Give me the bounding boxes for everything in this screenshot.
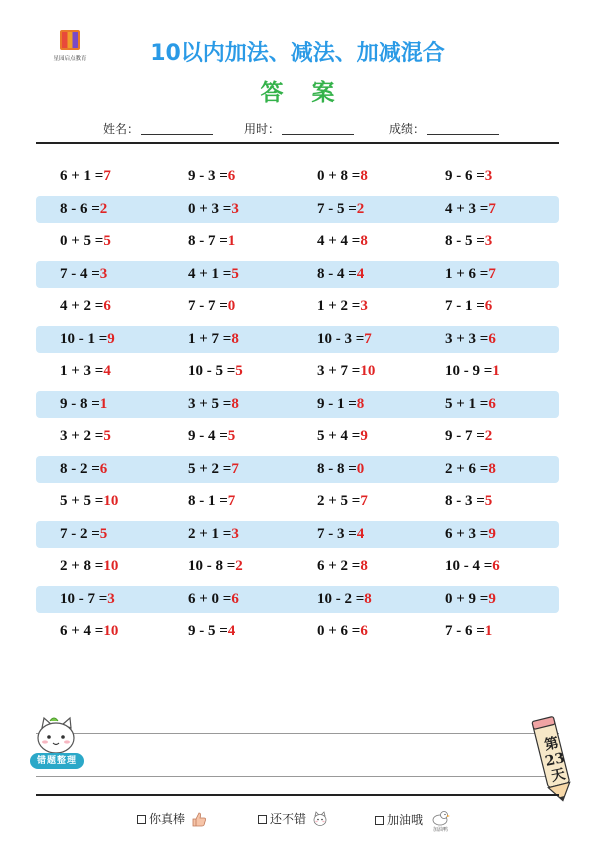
problem-row bbox=[36, 488, 559, 515]
problem-expression: 8 - 5 = bbox=[445, 233, 485, 249]
problem-expression: 7 - 4 = bbox=[60, 265, 100, 282]
problem-expression: 9 - 7 = bbox=[445, 428, 485, 444]
problem-cell bbox=[188, 618, 235, 645]
problem-answer: 0 bbox=[227, 298, 236, 314]
problem-cell bbox=[445, 196, 496, 223]
problem-expression: 7 - 6 = bbox=[445, 623, 485, 639]
problem-cell bbox=[60, 358, 111, 385]
problem-expression: 2 + 1 = bbox=[188, 525, 232, 542]
problem-answer: 6 bbox=[227, 168, 236, 184]
problem-cell bbox=[317, 488, 368, 515]
problem-expression: 9 - 5 = bbox=[188, 623, 228, 639]
problem-answer: 8 bbox=[231, 330, 239, 347]
time-field[interactable] bbox=[244, 120, 354, 137]
problem-expression: 10 - 9 = bbox=[445, 363, 493, 379]
problem-expression: 0 + 8 = bbox=[317, 168, 361, 184]
problem-cell bbox=[60, 228, 111, 255]
problem-expression: 7 - 7 = bbox=[188, 298, 228, 314]
problem-expression: 3 + 5 = bbox=[188, 395, 232, 412]
problem-answer: 3 bbox=[231, 525, 239, 542]
problem-answer: 1 bbox=[484, 623, 493, 639]
problem-expression: 4 + 3 = bbox=[445, 200, 489, 217]
problem-expression: 8 - 2 = bbox=[60, 460, 100, 477]
cat-face-icon bbox=[312, 811, 328, 830]
problem-cell bbox=[445, 553, 500, 580]
mistake-notes-area[interactable] bbox=[36, 733, 559, 777]
problem-answer: 3 bbox=[99, 265, 108, 282]
problem-expression: 6 + 3 = bbox=[445, 525, 489, 542]
problem-answer: 8 bbox=[231, 395, 239, 412]
problem-answer: 6 bbox=[99, 460, 108, 477]
problem-cell bbox=[60, 326, 115, 353]
problem-answer: 6 bbox=[492, 558, 500, 574]
problem-expression: 1 + 6 = bbox=[445, 265, 489, 282]
problem-expression: 2 + 5 = bbox=[317, 493, 361, 509]
logo-text: 星园启点教育 bbox=[53, 56, 87, 62]
problem-cell bbox=[317, 196, 364, 223]
problem-cell bbox=[445, 358, 500, 385]
problem-cell bbox=[445, 261, 496, 288]
problem-row bbox=[36, 293, 559, 320]
problem-cell bbox=[317, 391, 364, 418]
problem-expression: 1 + 2 = bbox=[317, 298, 361, 314]
problem-answer: 2 bbox=[99, 200, 108, 217]
rating-great[interactable] bbox=[137, 810, 207, 830]
problem-expression: 8 - 7 = bbox=[188, 233, 228, 249]
problem-row bbox=[36, 521, 559, 548]
problem-cell bbox=[188, 423, 235, 450]
problem-row bbox=[36, 456, 559, 483]
problem-cell bbox=[60, 488, 118, 515]
problem-cell bbox=[317, 163, 368, 190]
problem-cell bbox=[445, 228, 492, 255]
problem-row bbox=[36, 391, 559, 418]
problem-cell bbox=[317, 358, 375, 385]
problem-answer: 3 bbox=[484, 233, 493, 249]
problem-answer: 8 bbox=[360, 168, 368, 184]
problem-expression: 6 + 0 = bbox=[188, 590, 232, 607]
problem-cell bbox=[60, 586, 115, 613]
problem-row bbox=[36, 326, 559, 353]
problem-expression: 8 - 4 = bbox=[317, 265, 357, 282]
problem-answer: 6 bbox=[360, 623, 368, 639]
keep-going-label: 加油哦 bbox=[387, 813, 424, 827]
problem-cell bbox=[188, 358, 243, 385]
great-checkbox[interactable] bbox=[137, 815, 146, 824]
problem-expression: 0 + 5 = bbox=[60, 233, 104, 249]
problem-cell bbox=[317, 293, 368, 320]
problem-answer: 5 bbox=[103, 428, 111, 444]
problem-answer: 9 bbox=[488, 590, 496, 607]
problem-cell bbox=[445, 423, 492, 450]
problem-cell bbox=[60, 553, 118, 580]
problem-expression: 10 - 5 = bbox=[188, 363, 236, 379]
problem-cell bbox=[445, 293, 492, 320]
problem-cell bbox=[445, 586, 496, 613]
problem-expression: 7 - 2 = bbox=[60, 525, 100, 542]
problem-cell bbox=[445, 391, 496, 418]
problem-answer: 8 bbox=[364, 590, 372, 607]
problem-answer: 6 bbox=[488, 330, 496, 347]
problem-expression: 4 + 1 = bbox=[188, 265, 232, 282]
problem-cell bbox=[60, 423, 111, 450]
problem-cell bbox=[188, 521, 239, 548]
problem-expression: 10 - 8 = bbox=[188, 558, 236, 574]
problem-expression: 8 - 1 = bbox=[188, 493, 228, 509]
problem-expression: 7 - 1 = bbox=[445, 298, 485, 314]
score-blank[interactable] bbox=[427, 122, 499, 135]
problem-answer: 8 bbox=[360, 233, 368, 249]
score-label: 成绩： bbox=[389, 122, 426, 136]
problem-expression: 2 + 6 = bbox=[445, 460, 489, 477]
problem-answer: 6 bbox=[484, 298, 493, 314]
problem-row bbox=[36, 196, 559, 223]
problem-answer: 7 bbox=[103, 168, 111, 184]
problem-expression: 4 + 2 = bbox=[60, 298, 104, 314]
duck-icon bbox=[429, 810, 451, 831]
problem-cell bbox=[317, 586, 372, 613]
name-blank[interactable] bbox=[141, 122, 213, 135]
problem-answer: 4 bbox=[227, 623, 236, 639]
problem-expression: 8 - 6 = bbox=[60, 200, 100, 217]
problem-row bbox=[36, 228, 559, 255]
problem-cell bbox=[188, 261, 239, 288]
problem-cell bbox=[317, 423, 368, 450]
problem-expression: 9 - 3 = bbox=[188, 168, 228, 184]
problem-expression: 5 + 1 = bbox=[445, 395, 489, 412]
problem-cell bbox=[317, 618, 368, 645]
problem-cell bbox=[317, 456, 364, 483]
problem-cell bbox=[188, 586, 239, 613]
problem-expression: 0 + 6 = bbox=[317, 623, 361, 639]
mistake-label: 错题整理 bbox=[30, 753, 84, 769]
problem-cell bbox=[317, 553, 368, 580]
problem-answer: 7 bbox=[364, 330, 372, 347]
page-subtitle: 答案 bbox=[260, 80, 363, 106]
footer-divider bbox=[36, 794, 559, 796]
problem-cell bbox=[188, 391, 239, 418]
problem-expression: 1 + 3 = bbox=[60, 363, 104, 379]
header-divider bbox=[36, 142, 559, 144]
time-blank[interactable] bbox=[282, 122, 354, 135]
problem-answer: 5 bbox=[235, 363, 243, 379]
problem-expression: 7 - 3 = bbox=[317, 525, 357, 542]
problem-cell bbox=[188, 196, 239, 223]
problem-answer: 0 bbox=[356, 460, 365, 477]
problem-answer: 8 bbox=[356, 395, 365, 412]
problem-answer: 5 bbox=[231, 265, 239, 282]
problem-row bbox=[36, 618, 559, 645]
problem-expression: 9 - 6 = bbox=[445, 168, 485, 184]
problem-cell bbox=[60, 196, 107, 223]
problem-answer: 10 bbox=[103, 623, 119, 639]
problem-row bbox=[36, 553, 559, 580]
score-field[interactable] bbox=[389, 120, 499, 137]
problem-expression: 3 + 7 = bbox=[317, 363, 361, 379]
problem-answer: 3 bbox=[484, 168, 493, 184]
problem-cell bbox=[188, 488, 235, 515]
problem-answer: 6 bbox=[103, 298, 111, 314]
problem-expression: 3 + 3 = bbox=[445, 330, 489, 347]
problem-expression: 1 + 7 = bbox=[188, 330, 232, 347]
problem-expression: 6 + 2 = bbox=[317, 558, 361, 574]
problem-answer: 8 bbox=[488, 460, 496, 477]
problem-answer: 5 bbox=[227, 428, 236, 444]
problem-expression: 3 + 2 = bbox=[60, 428, 104, 444]
problem-expression: 6 + 1 = bbox=[60, 168, 104, 184]
page-title: 10以内加法、减法、加减混合 bbox=[150, 41, 445, 66]
problem-cell bbox=[188, 228, 235, 255]
problem-expression: 8 - 8 = bbox=[317, 460, 357, 477]
problem-expression: 9 - 8 = bbox=[60, 395, 100, 412]
problem-expression: 10 - 2 = bbox=[317, 590, 365, 607]
problem-expression: 5 + 4 = bbox=[317, 428, 361, 444]
problem-answer: 3 bbox=[231, 200, 239, 217]
problem-row bbox=[36, 586, 559, 613]
rating-keep-going[interactable] bbox=[375, 810, 451, 831]
problem-expression: 9 - 1 = bbox=[317, 395, 357, 412]
problem-expression: 8 - 3 = bbox=[445, 493, 485, 509]
problem-expression: 4 + 4 = bbox=[317, 233, 361, 249]
problem-expression: 6 + 4 = bbox=[60, 623, 104, 639]
problem-cell bbox=[60, 391, 107, 418]
problem-answer: 1 bbox=[99, 395, 108, 412]
problem-answer: 1 bbox=[227, 233, 236, 249]
problem-expression: 10 - 4 = bbox=[445, 558, 493, 574]
name-label: 姓名： bbox=[103, 122, 140, 136]
problem-answer: 2 bbox=[484, 428, 493, 444]
problem-answer: 4 bbox=[356, 525, 365, 542]
problem-expression: 5 + 2 = bbox=[188, 460, 232, 477]
problem-answer: 5 bbox=[103, 233, 111, 249]
problem-expression: 0 + 3 = bbox=[188, 200, 232, 217]
problem-cell bbox=[445, 488, 492, 515]
problem-cell bbox=[445, 456, 496, 483]
problem-cell bbox=[317, 326, 372, 353]
problem-answer: 10 bbox=[103, 558, 119, 574]
name-field[interactable] bbox=[103, 120, 213, 137]
problem-cell bbox=[60, 456, 107, 483]
problem-expression: 5 + 5 = bbox=[60, 493, 104, 509]
problem-answer: 10 bbox=[360, 363, 376, 379]
great-label: 你真棒 bbox=[149, 812, 186, 826]
problem-cell bbox=[60, 618, 118, 645]
problem-cell bbox=[188, 456, 239, 483]
thumbs-up-icon bbox=[191, 811, 207, 830]
problem-cell bbox=[60, 293, 111, 320]
problem-cell bbox=[188, 163, 235, 190]
not-bad-label: 还不错 bbox=[270, 812, 307, 826]
problem-answer: 5 bbox=[484, 493, 493, 509]
problem-answer: 4 bbox=[356, 265, 365, 282]
problem-cell bbox=[445, 163, 492, 190]
problem-row bbox=[36, 163, 559, 190]
problem-answer: 4 bbox=[103, 363, 111, 379]
problem-expression: 9 - 4 = bbox=[188, 428, 228, 444]
problem-answer: 2 bbox=[235, 558, 243, 574]
problem-cell bbox=[188, 326, 239, 353]
problem-expression: 0 + 9 = bbox=[445, 590, 489, 607]
problem-cell bbox=[60, 261, 107, 288]
problem-answer: 7 bbox=[360, 493, 368, 509]
problem-answer: 2 bbox=[356, 200, 365, 217]
problem-cell bbox=[445, 326, 496, 353]
problem-cell bbox=[60, 163, 111, 190]
problem-cell bbox=[317, 228, 368, 255]
problem-answer: 7 bbox=[227, 493, 236, 509]
problem-answer: 9 bbox=[360, 428, 368, 444]
problem-expression: 10 - 3 = bbox=[317, 330, 365, 347]
duck-caption: 加油鸭 bbox=[432, 827, 448, 833]
problem-answer: 3 bbox=[107, 590, 115, 607]
problem-answer: 9 bbox=[488, 525, 496, 542]
problem-answer: 8 bbox=[360, 558, 368, 574]
problem-answer: 1 bbox=[492, 363, 500, 379]
problem-expression: 7 - 5 = bbox=[317, 200, 357, 217]
problem-cell bbox=[188, 293, 235, 320]
problem-answer: 5 bbox=[99, 525, 108, 542]
problem-cell bbox=[317, 521, 364, 548]
day-badge: 第23天 bbox=[543, 735, 567, 785]
problem-expression: 2 + 8 = bbox=[60, 558, 104, 574]
problem-row bbox=[36, 423, 559, 450]
problem-answer: 3 bbox=[360, 298, 368, 314]
problem-cell bbox=[445, 521, 496, 548]
problem-cell bbox=[445, 618, 492, 645]
problem-row bbox=[36, 261, 559, 288]
rating-not-bad[interactable] bbox=[258, 810, 328, 830]
not-bad-checkbox[interactable] bbox=[258, 815, 267, 824]
problem-answer: 7 bbox=[488, 200, 496, 217]
problem-row bbox=[36, 358, 559, 385]
time-label: 用时： bbox=[244, 122, 281, 136]
problem-answer: 6 bbox=[231, 590, 239, 607]
problem-answer: 7 bbox=[231, 460, 239, 477]
problem-answer: 10 bbox=[103, 493, 119, 509]
problem-cell bbox=[60, 521, 107, 548]
problem-expression: 10 - 7 = bbox=[60, 590, 108, 607]
keep-going-checkbox[interactable] bbox=[375, 816, 384, 825]
problem-answer: 9 bbox=[107, 330, 115, 347]
problem-answer: 7 bbox=[488, 265, 496, 282]
problem-answer: 6 bbox=[488, 395, 496, 412]
problem-expression: 10 - 1 = bbox=[60, 330, 108, 347]
problem-cell bbox=[188, 553, 243, 580]
problem-cell bbox=[317, 261, 364, 288]
